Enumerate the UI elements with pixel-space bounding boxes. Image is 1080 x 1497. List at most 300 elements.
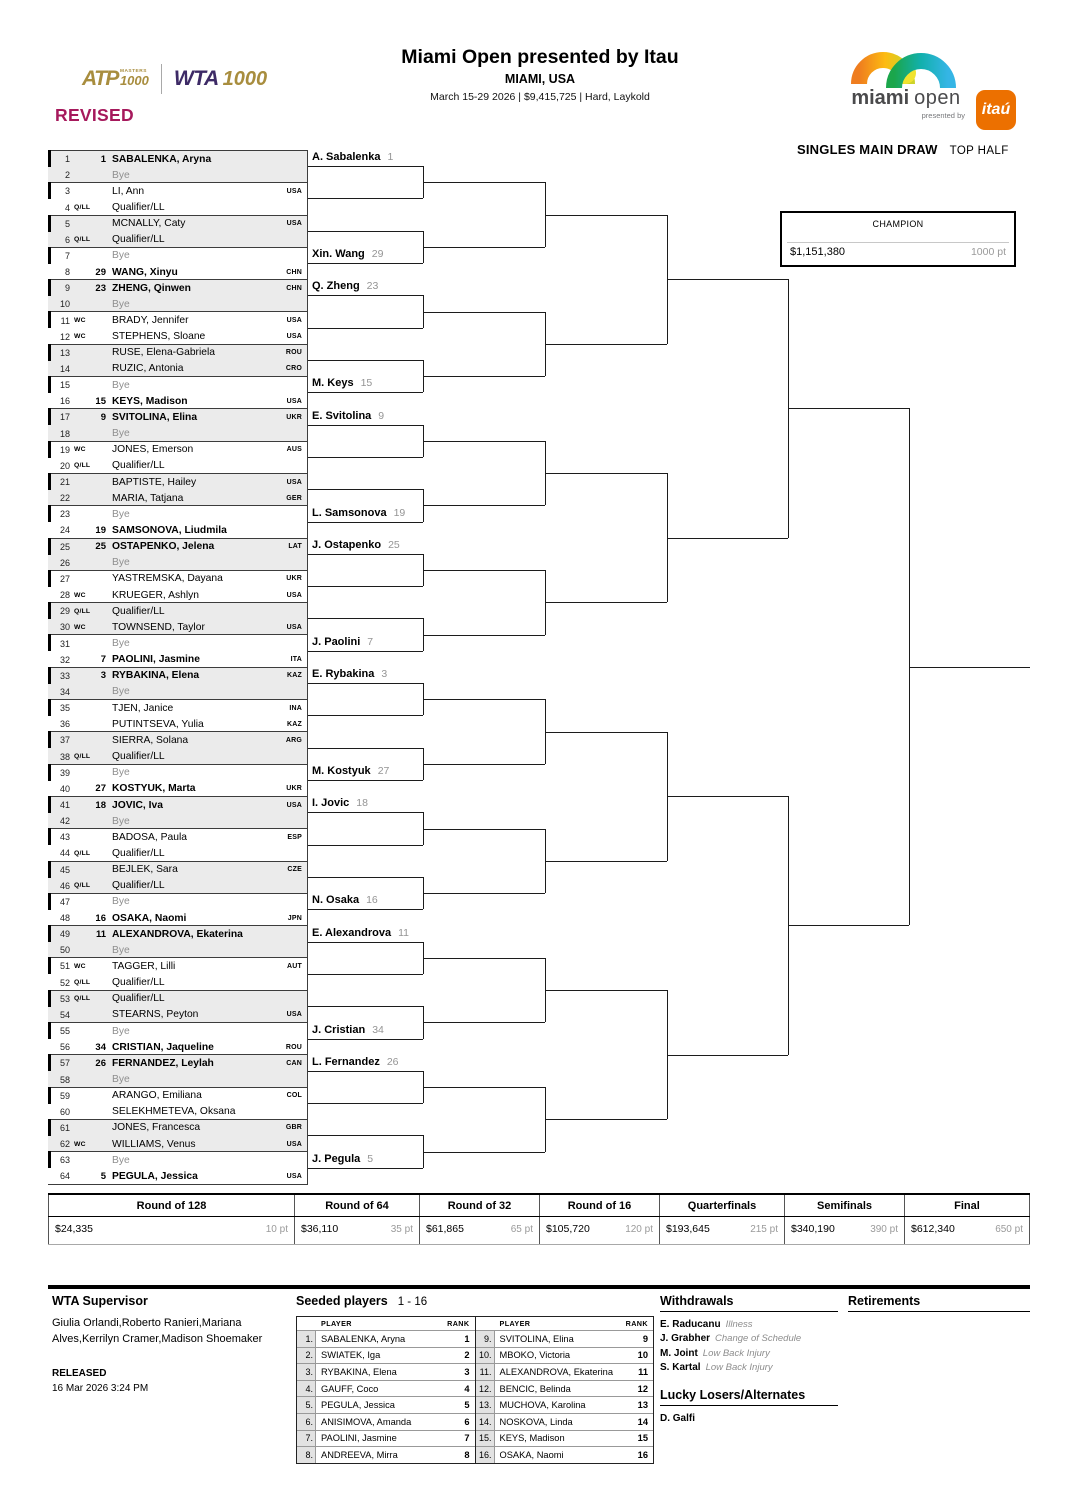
- r64-winner-name: [312, 636, 373, 648]
- entry-row: [48, 264, 307, 280]
- entry-row: [48, 183, 307, 199]
- round-header-cell: Quarterfinals: [660, 1195, 785, 1216]
- entry-number: 46: [59, 880, 70, 891]
- entry-code: WC: [74, 623, 86, 631]
- entry-country: KAZ: [287, 672, 302, 680]
- entry-seed: 1: [100, 153, 106, 165]
- entry-list: [48, 150, 308, 1185]
- player-header: PLAYER: [499, 1319, 531, 1328]
- entry-number: 56: [59, 1042, 70, 1053]
- entry-row: [48, 1152, 307, 1168]
- entry-mid: [70, 670, 106, 681]
- seeded-player-name: OSAKA, Naomi: [499, 1449, 564, 1460]
- seeded-player-row: [476, 1430, 654, 1447]
- entry-number: 7: [64, 250, 70, 261]
- seeded-player-row: [476, 1446, 654, 1463]
- entry-row: [48, 296, 307, 312]
- seeded-player-rank: 9: [642, 1333, 648, 1344]
- entry-mid: [70, 317, 106, 324]
- round-prize-cell: [48, 1217, 295, 1244]
- seeded-player-name: PEGULA, Jessica: [321, 1400, 395, 1411]
- entry-number: 15: [59, 380, 70, 391]
- seeded-player-rank: 6: [464, 1416, 470, 1427]
- entry-player-name: SVITOLINA, Elina: [112, 411, 198, 423]
- entry-player-name: Qualifier/LL: [112, 234, 165, 246]
- entry-seed: 23: [95, 282, 106, 294]
- round-header-cell: Round of 16: [540, 1195, 660, 1216]
- entry-number: 37: [59, 735, 70, 746]
- entry-row: [48, 1071, 307, 1087]
- round-line: [308, 328, 423, 329]
- r64-winner-name: [312, 1153, 373, 1165]
- entry-seed: 11: [95, 928, 106, 940]
- entry-number: 51: [59, 961, 70, 972]
- entry-row: [48, 1136, 307, 1152]
- entry-mid: [70, 800, 106, 811]
- entry-number: 33: [59, 670, 70, 681]
- entry-player-name: SELEKHMETEVA, Oksana: [112, 1106, 236, 1118]
- itau-logo: itaú: [976, 90, 1016, 130]
- match-box: [48, 311, 308, 343]
- entry-mid: [70, 624, 106, 631]
- entry-mid: [70, 446, 106, 453]
- round-line: [788, 925, 909, 926]
- entry-number: 41: [59, 800, 70, 810]
- round-line: [308, 295, 423, 296]
- seeded-player-row: [297, 1380, 475, 1397]
- round-line: [308, 748, 423, 749]
- entry-number: 16: [59, 396, 70, 407]
- entry-number: 1: [64, 154, 70, 165]
- entry-number: 29: [59, 606, 70, 617]
- entry-number: 18: [59, 428, 70, 439]
- miami-open-wordmark: [845, 87, 967, 110]
- entry-player-name: ARANGO, Emiliana: [112, 1090, 202, 1102]
- entry-player-name: CRISTIAN, Jaqueline: [112, 1041, 214, 1053]
- entry-row: [48, 668, 307, 684]
- round-line: [667, 538, 788, 539]
- round-line: [308, 1039, 423, 1040]
- round-line: [423, 1022, 545, 1023]
- entry-row: [48, 280, 307, 296]
- entry-mid: [70, 204, 106, 211]
- entry-row: [48, 781, 307, 797]
- entry-mid: [70, 333, 106, 340]
- r64-winner-seed: 9: [378, 409, 385, 422]
- sanction-logos: [82, 64, 267, 94]
- r64-winner-text: Xin. Wang: [312, 248, 365, 261]
- entry-row: [48, 942, 307, 958]
- match-box: [48, 1087, 308, 1119]
- r64-winner-name: [312, 248, 383, 260]
- entry-mid: [70, 1141, 106, 1148]
- entry-code: WC: [74, 333, 86, 341]
- entry-bye: Bye: [112, 896, 130, 908]
- entry-number: 59: [59, 1090, 70, 1101]
- round-line: [308, 618, 423, 619]
- entry-bye: Bye: [112, 508, 130, 520]
- entry-number: 35: [59, 703, 70, 714]
- entry-mid: [70, 396, 106, 407]
- seeded-player-name: GAUFF, Coco: [321, 1383, 379, 1394]
- entry-code: Q/LL: [74, 979, 91, 987]
- entry-seed: 5: [100, 1170, 106, 1182]
- entry-seed: 7: [100, 654, 106, 666]
- wta-tier-text: 1000: [222, 68, 268, 90]
- entry-player-name: SAMSONOVA, Liudmila: [112, 524, 227, 536]
- seeded-player-name: ANDREEVA, Mirra: [321, 1449, 398, 1460]
- r64-winner-text: J. Pegula: [312, 1152, 361, 1165]
- entry-player-name: BADOSA, Paula: [112, 831, 187, 843]
- round-line: [423, 505, 545, 506]
- seeded-players-heading: [296, 1294, 427, 1308]
- entry-country: ROU: [285, 1043, 302, 1051]
- entry-number: 20: [59, 460, 70, 471]
- round-line: [423, 441, 545, 442]
- entry-number: 5: [64, 218, 70, 229]
- round-line: [308, 683, 423, 684]
- entry-row: [48, 732, 307, 748]
- entry-code: Q/LL: [74, 236, 91, 244]
- retirements-title: Retirements: [848, 1294, 1030, 1312]
- entry-row: [48, 199, 307, 215]
- round-line: [308, 586, 423, 587]
- r64-winner-text: E. Alexandrova: [312, 926, 392, 939]
- r64-winner-seed: 11: [398, 926, 409, 939]
- entry-row: [48, 958, 307, 974]
- r64-winner-seed: 27: [377, 765, 390, 778]
- entry-number: 54: [59, 1009, 70, 1020]
- entry-player-name: Qualifier/LL: [112, 751, 165, 763]
- match-box: [48, 182, 308, 214]
- draw-heading-main: SINGLES MAIN DRAW: [797, 142, 938, 157]
- round-line: [423, 764, 545, 765]
- round-line: [308, 780, 423, 781]
- round-line: [909, 667, 1030, 668]
- tournament-title-block: [250, 46, 830, 103]
- entry-country: COL: [286, 1092, 302, 1100]
- entry-player-name: PAOLINI, Jasmine: [112, 654, 200, 666]
- entry-country: USA: [286, 1172, 302, 1180]
- entry-player-name: JONES, Emerson: [112, 444, 194, 456]
- entry-row: [48, 539, 307, 555]
- entry-country: USA: [286, 478, 302, 486]
- round-line: [423, 1152, 545, 1153]
- entry-mid: [70, 608, 106, 615]
- entry-mid: [70, 267, 106, 278]
- entry-number: 62: [59, 1139, 70, 1150]
- seeded-player-row: [297, 1396, 475, 1413]
- round-prize-money: $24,335: [55, 1223, 93, 1235]
- entry-bye: Bye: [112, 1025, 130, 1037]
- entry-seed: 26: [95, 1057, 106, 1069]
- round-header-cell: Round of 128: [48, 1195, 295, 1216]
- entry-number: 6: [64, 234, 70, 245]
- seeded-player-row: [476, 1330, 654, 1347]
- entry-code: Q/LL: [74, 462, 91, 470]
- r64-winner-seed: 7: [367, 635, 374, 648]
- r64-winner-name: [312, 410, 384, 422]
- round-line: [308, 1103, 423, 1104]
- r64-winner-text: L. Fernandez: [312, 1055, 380, 1068]
- seeded-player-name: ANISIMOVA, Amanda: [321, 1416, 412, 1427]
- seeded-header-row: [297, 1317, 475, 1330]
- entry-code: WC: [74, 1140, 86, 1148]
- r64-winner-name: [312, 1024, 384, 1036]
- entry-country: ESP: [287, 833, 302, 841]
- entry-number: 61: [59, 1122, 70, 1133]
- round-line: [308, 522, 423, 523]
- draw-heading: [797, 141, 1009, 159]
- seeded-player-row: [297, 1446, 475, 1463]
- entry-row: [48, 506, 307, 522]
- r64-winner-name: [312, 1056, 399, 1068]
- seeded-player-row: [297, 1347, 475, 1364]
- round-line: [308, 198, 423, 199]
- seeded-player-name: BENCIC, Belinda: [499, 1383, 571, 1394]
- match-box: [48, 505, 308, 537]
- entry-number: 10: [59, 299, 70, 310]
- seeded-player-name: MUCHOVA, Karolina: [499, 1400, 586, 1411]
- round-line: [308, 877, 423, 878]
- entry-number: 55: [59, 1026, 70, 1037]
- tournament-info-line: March 15-29 2026 | $9,415,725 | Hard, Laykold: [430, 91, 650, 103]
- round-line: [423, 893, 545, 894]
- seeded-player-number: 11.: [476, 1364, 495, 1380]
- entry-number: 17: [59, 412, 70, 423]
- entry-number: 42: [59, 816, 70, 827]
- entry-bye: Bye: [112, 815, 130, 827]
- round-prize-cell: [295, 1217, 420, 1244]
- seeded-player-rank: 13: [637, 1400, 648, 1411]
- match-box: [48, 150, 308, 182]
- entry-bye: Bye: [112, 428, 130, 440]
- atp-logo-text: ATP: [82, 66, 118, 90]
- entry-player-name: STEPHENS, Sloane: [112, 331, 206, 343]
- match-box: [48, 473, 308, 505]
- entry-row: [48, 345, 307, 361]
- entry-bye: Bye: [112, 169, 130, 181]
- entry-mid: [70, 236, 106, 243]
- entry-country: AUS: [286, 446, 302, 454]
- entry-seed: 3: [100, 670, 106, 682]
- entry-number: 40: [59, 783, 70, 794]
- entry-player-name: BEJLEK, Sara: [112, 864, 178, 876]
- entry-number: 14: [59, 363, 70, 374]
- entry-number: 64: [59, 1171, 70, 1182]
- entry-number: 22: [59, 493, 70, 504]
- round-line: [423, 699, 545, 700]
- match-box: [48, 699, 308, 731]
- round-prize-cell: [540, 1217, 660, 1244]
- entry-number: 19: [59, 444, 70, 455]
- entry-row: [48, 603, 307, 619]
- seeded-player-number: 7.: [297, 1431, 316, 1447]
- entry-mid: [70, 283, 106, 294]
- entry-number: 4: [64, 202, 70, 213]
- round-line: [308, 425, 423, 426]
- match-box: [48, 376, 308, 408]
- round-line: [308, 489, 423, 490]
- rank-header: RANK: [625, 1319, 648, 1328]
- entry-player-name: OSTAPENKO, Jelena: [112, 541, 215, 553]
- entry-row: [48, 700, 307, 716]
- seeded-player-name: KEYS, Madison: [499, 1433, 565, 1444]
- round-prize-money: $105,720: [546, 1223, 590, 1235]
- entry-number: 31: [59, 638, 70, 649]
- round-line: [667, 279, 788, 280]
- r64-winner-name: [312, 797, 368, 809]
- entry-row: [48, 555, 307, 571]
- round-line: [423, 1087, 545, 1088]
- entry-number: 60: [59, 1106, 70, 1117]
- round-line: [423, 635, 545, 636]
- footer-divider-bar: [48, 1285, 1030, 1289]
- entry-number: 34: [59, 686, 70, 697]
- seeded-player-number: 1.: [297, 1331, 316, 1347]
- entry-player-name: PUTINTSEVA, Yulia: [112, 718, 204, 730]
- entry-country: GBR: [285, 1124, 302, 1132]
- seeded-player-row: [476, 1347, 654, 1364]
- entry-player-name: WANG, Xinyu: [112, 266, 178, 278]
- entry-player-name: TJEN, Janice: [112, 702, 174, 714]
- atp-masters-text: MASTERS: [119, 68, 147, 74]
- entry-player-name: Qualifier/LL: [112, 605, 165, 617]
- round-line: [423, 182, 545, 183]
- entry-country: USA: [286, 220, 302, 228]
- match-box: [48, 634, 308, 666]
- r64-winner-text: A. Sabalenka: [312, 151, 381, 164]
- match-box: [48, 990, 308, 1022]
- entry-row: [48, 312, 307, 328]
- entry-player-name: STEARNS, Peyton: [112, 1009, 199, 1021]
- r64-winner-text: Q. Zheng: [312, 280, 360, 293]
- match-box: [48, 893, 308, 925]
- entry-country: KAZ: [287, 720, 302, 728]
- match-box: [48, 215, 308, 247]
- entry-row: [48, 1039, 307, 1055]
- withdrawal-player: J. Grabher: [660, 1333, 711, 1345]
- entry-bye: Bye: [112, 638, 130, 650]
- entry-player-name: Qualifier/LL: [112, 202, 165, 213]
- champion-points: 1000 pt: [970, 246, 1006, 258]
- released-date: 16 Mar 2026 3:24 PM: [52, 1383, 149, 1394]
- entry-number: 11: [60, 315, 70, 326]
- r64-winner-seed: 3: [381, 668, 388, 681]
- entry-code: Q/LL: [74, 753, 91, 761]
- round-line: [308, 845, 423, 846]
- seeded-player-name: SVITOLINA, Elina: [499, 1333, 574, 1344]
- entry-code: WC: [74, 317, 86, 325]
- seeded-player-row: [297, 1363, 475, 1380]
- entry-row: [48, 878, 307, 894]
- entry-player-name: LI, Ann: [112, 185, 145, 197]
- r64-winner-seed: 26: [386, 1055, 399, 1068]
- entry-player-name: FERNANDEZ, Leylah: [112, 1057, 214, 1069]
- entry-row: [48, 619, 307, 635]
- entry-bye: Bye: [112, 686, 130, 698]
- seeded-player-number: 9.: [476, 1331, 495, 1347]
- round-line: [545, 602, 667, 603]
- entry-number: 53: [59, 993, 70, 1004]
- round-line: [308, 554, 423, 555]
- entry-country: CZE: [287, 866, 302, 874]
- seeded-table-half: [297, 1317, 475, 1463]
- r64-winner-text: E. Svitolina: [312, 409, 372, 422]
- seeded-player-rank: 15: [637, 1433, 648, 1444]
- entry-player-name: JONES, Francesca: [112, 1122, 201, 1134]
- miami-open-arches-logo: [849, 28, 971, 88]
- r64-winner-name: [312, 927, 409, 939]
- r64-winner-text: I. Jovic: [312, 797, 350, 810]
- entry-mid: [70, 1058, 106, 1069]
- entry-country: CHN: [286, 284, 302, 292]
- r64-winner-name: [312, 377, 372, 389]
- entry-number: 57: [59, 1058, 70, 1069]
- seeded-player-name: SABALENKA, Aryna: [321, 1333, 406, 1344]
- entry-row: [48, 232, 307, 248]
- entry-row: [48, 829, 307, 845]
- wta-logo-text: WTA: [173, 67, 219, 90]
- round-line: [545, 215, 667, 216]
- entry-country: ROU: [285, 349, 302, 357]
- entry-country: USA: [286, 623, 302, 631]
- r64-winner-seed: 15: [360, 377, 373, 390]
- round-line: [308, 392, 423, 393]
- seeded-player-number: 2.: [297, 1348, 316, 1364]
- supervisor-names: Giulia Orlandi,Roberto Ranieri,Mariana Alves,Kerrilyn Cramer,Madison Shoemaker: [52, 1317, 263, 1345]
- entry-mid: [70, 541, 106, 552]
- entry-number: 8: [64, 267, 70, 278]
- seeded-player-number: 14.: [476, 1414, 495, 1430]
- entry-bye: Bye: [112, 250, 130, 262]
- seeded-player-rank: 4: [464, 1383, 470, 1394]
- champion-prize: $1,151,380: [790, 246, 846, 258]
- entry-row: [48, 151, 307, 167]
- supervisor-title: WTA Supervisor: [52, 1294, 148, 1308]
- round-prize-cell: [660, 1217, 785, 1244]
- entry-number: 25: [59, 541, 70, 552]
- seeded-player-row: [476, 1363, 654, 1380]
- round-header-cell: Round of 32: [420, 1195, 540, 1216]
- round-points: 35 pt: [390, 1224, 413, 1235]
- seeded-player-rank: 7: [464, 1433, 470, 1444]
- entry-number: 36: [59, 719, 70, 730]
- lucky-loser-player: D. Galfi: [660, 1413, 696, 1425]
- entry-player-name: BRADY, Jennifer: [112, 315, 189, 327]
- entry-number: 44: [59, 848, 70, 859]
- round-line: [308, 651, 423, 652]
- seeded-player-rank: 8: [464, 1449, 470, 1460]
- seeded-player-rank: 16: [637, 1449, 648, 1460]
- entry-country: USA: [286, 317, 302, 325]
- seeded-player-number: 5.: [297, 1397, 316, 1413]
- entry-bye: Bye: [112, 557, 130, 569]
- match-box: [48, 1151, 308, 1183]
- match-box: [48, 1022, 308, 1054]
- match-box: [48, 602, 308, 634]
- seeded-player-number: 10.: [476, 1348, 495, 1364]
- seeded-player-name: RYBAKINA, Elena: [321, 1366, 397, 1377]
- seeded-player-number: 6.: [297, 1414, 316, 1430]
- entry-row: [48, 975, 307, 991]
- round-prize-cell: [420, 1217, 540, 1244]
- round-prize-cell: [785, 1217, 905, 1244]
- entry-mid: [70, 913, 106, 924]
- seeded-player-number: 13.: [476, 1397, 495, 1413]
- withdrawal-player: S. Kartal: [660, 1361, 701, 1373]
- entry-bye: Bye: [112, 1154, 130, 1166]
